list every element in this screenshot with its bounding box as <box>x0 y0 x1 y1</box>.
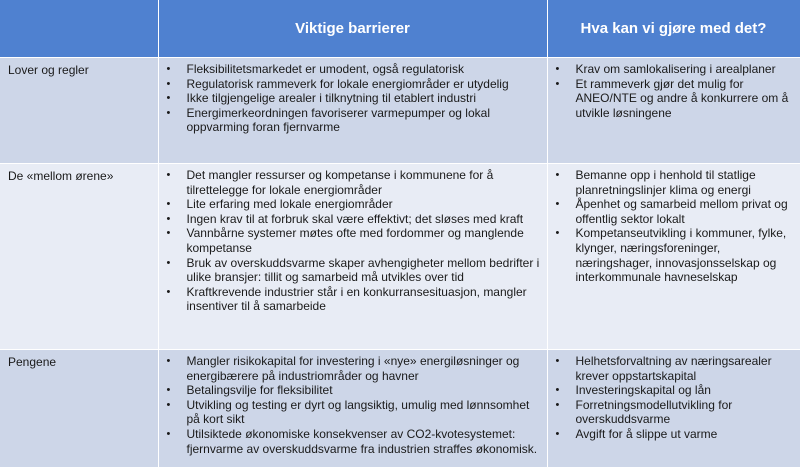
bullet-icon: • <box>556 398 560 413</box>
bullet-icon: • <box>167 62 171 77</box>
list-item <box>187 91 543 106</box>
list-item <box>187 226 543 255</box>
row-label: Pengene <box>0 350 158 467</box>
list-item <box>576 168 796 197</box>
list-item-text: Åpenhet og samarbeid mellom privat og offentlig sektor lokalt <box>576 197 788 226</box>
list-item <box>576 383 796 398</box>
header-row <box>0 0 800 58</box>
list-item <box>576 77 796 121</box>
list-item-text: Ingen krav til at forbruk skal være effektivt; det sløses med kraft <box>187 212 524 226</box>
list-item-text: Lite erfaring med lokale energiområder <box>187 197 393 211</box>
barriers-cell <box>158 58 547 164</box>
list-item <box>187 62 543 77</box>
list-item-text: Forretningsmodellutvikling for overskuddsvarme <box>576 398 733 427</box>
header-actions: Hva kan vi gjøre med det? <box>547 0 800 58</box>
list-item <box>187 77 543 92</box>
barriers-cell <box>158 350 547 467</box>
list-item <box>187 212 543 227</box>
barriers-list <box>159 168 543 314</box>
bullet-icon: • <box>167 226 171 241</box>
list-item-text: Utilsiktede økonomiske konsekvenser av CO2-kvotesystemet: fjernvarme av overskuddsvarme fra industrien straffes økonomisk. <box>187 427 538 456</box>
list-item-text: Investeringskapital og lån <box>576 383 711 397</box>
actions-cell <box>547 350 800 467</box>
bullet-icon: • <box>167 197 171 212</box>
list-item <box>187 106 543 135</box>
list-item-text: Avgift for å slippe ut varme <box>576 427 718 441</box>
list-item-text: Det mangler ressurser og kompetanse i kommunene for å tilrettelegge for lokale energiområder <box>187 168 494 197</box>
bullet-icon: • <box>167 256 171 271</box>
bullet-icon: • <box>556 354 560 369</box>
list-item-text: Kraftkrevende industrier står i en konkurransesituasjon, mangler insentiver til å samarbeide <box>187 285 527 314</box>
bullet-icon: • <box>556 226 560 241</box>
table-row-mellom-orene <box>0 164 800 350</box>
bullet-icon: • <box>556 168 560 183</box>
list-item <box>576 354 796 383</box>
list-item-text: Mangler risikokapital for investering i «nye» energiløsninger og energibærere på industriområder og havner <box>187 354 520 383</box>
bullet-icon: • <box>556 62 560 77</box>
bullet-icon: • <box>167 354 171 369</box>
bullet-icon: • <box>167 77 171 92</box>
bullet-icon: • <box>167 285 171 300</box>
bullet-icon: • <box>167 383 171 398</box>
barriers-cell <box>158 164 547 350</box>
table-row-lover <box>0 58 800 164</box>
list-item <box>576 62 796 77</box>
list-item-text: Ikke tilgjengelige arealer i tilknytning til etablert industri <box>187 91 476 105</box>
list-item <box>187 398 543 427</box>
bullet-icon: • <box>556 427 560 442</box>
bullet-icon: • <box>167 212 171 227</box>
list-item-text: Kompetanseutvikling i kommuner, fylke, klynger, næringsforeninger, næringshager, innovasjonsselskap og interkommunale havneselskap <box>576 226 787 284</box>
list-item-text: Energimerkeordningen favoriserer varmepumper og lokal oppvarming foran fjernvarme <box>187 106 490 135</box>
list-item-text: Betalingsvilje for fleksibilitet <box>187 383 333 397</box>
list-item-text: Krav om samlokalisering i arealplaner <box>576 62 776 76</box>
barriers-list <box>159 62 543 135</box>
list-item <box>187 427 543 456</box>
list-item <box>187 168 543 197</box>
list-item-text: Regulatorisk rammeverk for lokale energiområder er utydelig <box>187 77 509 91</box>
list-item-text: Vannbårne systemer møtes ofte med fordommer og manglende kompetanse <box>187 226 524 255</box>
list-item <box>576 226 796 284</box>
list-item-text: Bruk av overskuddsvarme skaper avhengigheter mellom bedrifter i ulike bransjer: tillit og samarbeid må utvikles over tid <box>187 256 540 285</box>
bullet-icon: • <box>167 427 171 442</box>
table-row-pengene <box>0 350 800 467</box>
actions-cell <box>547 58 800 164</box>
list-item-text: Fleksibilitetsmarkedet er umodent, også regulatorisk <box>187 62 464 76</box>
list-item <box>576 197 796 226</box>
list-item <box>187 256 543 285</box>
header-empty <box>0 0 158 58</box>
list-item <box>576 398 796 427</box>
list-item <box>187 383 543 398</box>
bullet-icon: • <box>556 383 560 398</box>
barriers-list <box>159 354 543 456</box>
bullet-icon: • <box>167 168 171 183</box>
header-barriers: Viktige barrierer <box>158 0 547 58</box>
bullet-icon: • <box>556 77 560 92</box>
list-item-text: Bemanne opp i henhold til statlige planretningslinjer klima og energi <box>576 168 756 197</box>
list-item <box>187 197 543 212</box>
list-item-text: Helhetsforvaltning av næringsarealer krever oppstartskapital <box>576 354 772 383</box>
list-item <box>187 285 543 314</box>
list-item-text: Et rammeverk gjør det mulig for ANEO/NTE og andre å konkurrere om å utvikle løsningene <box>576 77 789 120</box>
bullet-icon: • <box>167 91 171 106</box>
bullet-icon: • <box>167 106 171 121</box>
actions-list <box>548 168 796 285</box>
bullet-icon: • <box>556 197 560 212</box>
row-label: Lover og regler <box>0 58 158 164</box>
list-item <box>187 354 543 383</box>
row-label: De «mellom ørene» <box>0 164 158 350</box>
bullet-icon: • <box>167 398 171 413</box>
actions-cell <box>547 164 800 350</box>
list-item <box>576 427 796 442</box>
list-item-text: Utvikling og testing er dyrt og langsiktig, umulig med lønnsomhet på kort sikt <box>187 398 530 427</box>
actions-list <box>548 354 796 442</box>
actions-list <box>548 62 796 120</box>
